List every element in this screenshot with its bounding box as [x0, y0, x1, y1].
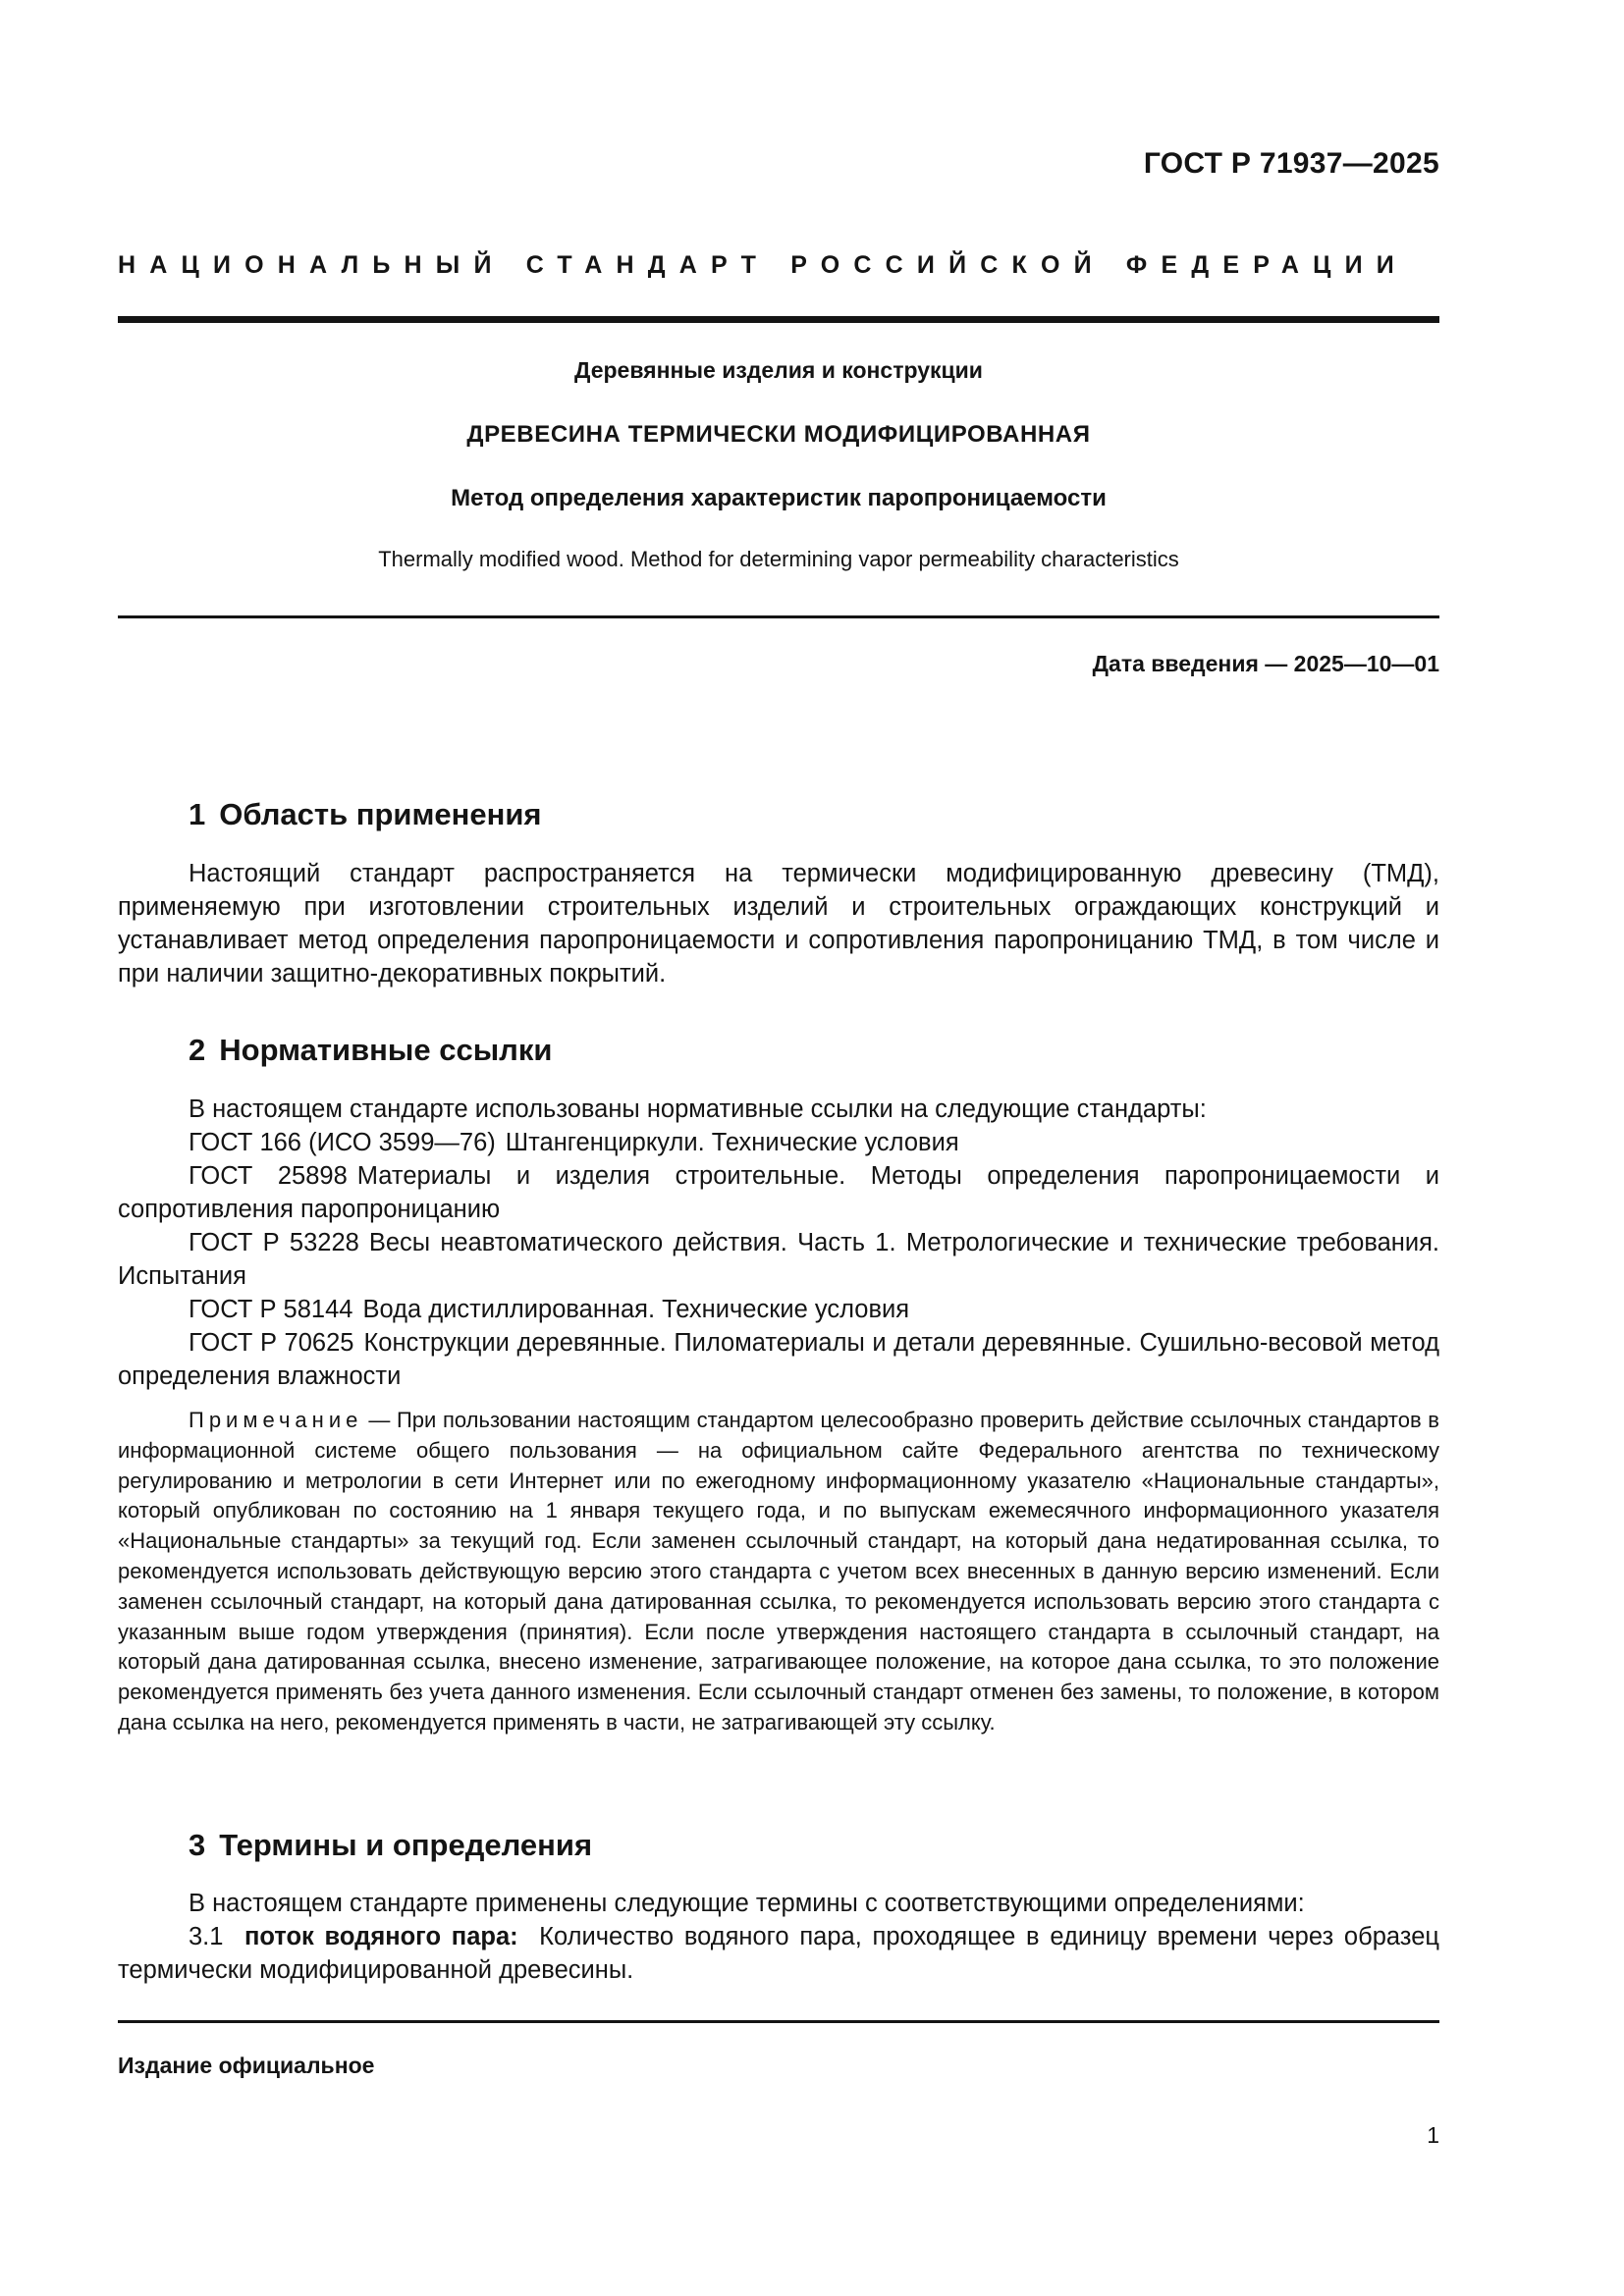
header-divider [118, 316, 1439, 323]
reference-note [118, 1406, 1439, 1738]
reference-title: Штангенциркули. Технические условия [505, 1129, 959, 1156]
paragraph: В настоящем стандарте применены следующие термины с соответствующими определениями: [189, 1890, 1305, 1917]
standard-group-title: Деревянные изделия и конструкции [574, 357, 983, 383]
term-number: 3.1 [189, 1923, 224, 1950]
section-2-heading [189, 1033, 552, 1068]
reference-item [118, 1326, 1439, 1393]
reference-code: ГОСТ Р 53228 [189, 1229, 359, 1256]
section-title: Нормативные ссылки [219, 1033, 553, 1067]
section-number: 2 [189, 1033, 206, 1067]
document-number: ГОСТ Р 71937—2025 [1143, 147, 1439, 180]
reference-item [118, 1293, 1439, 1326]
reference-title: Вода дистиллированная. Технические условия [362, 1296, 910, 1323]
official-edition-label: Издание официальное [118, 2053, 375, 2078]
title-divider [118, 615, 1439, 618]
standard-subtitle: Метод определения характеристик паропроницаемости [451, 485, 1107, 511]
section-1-heading [189, 797, 542, 832]
section-number: 1 [189, 797, 206, 831]
note-text: — При пользовании настоящим стандартом целесообразно проверить действие ссылочных стандартов в информационной системе общего пользования — на официальном сайте Федерального агентства по техническому регулированию и метрологии в сети Интернет или по ежегодному информационному указателю «Национальные стандарты», который опубликован по состоянию на 1 января текущего года, и по выпускам ежемесячного информационного указателя «Национальные стандарты» за текущий год. Если заменен ссылочный стандарт, на который дана недатированная ссылка, то рекомендуется использовать действующую версию этого стандарта с учетом всех внесенных в данную версию изменений. Если заменен ссылочный стандарт, на который дана датированная ссылка, то рекомендуется использовать версию этого стандарта с указанным выше годом утверждения (принятия). Если после утверждения настоящего стандарта в ссылочный стандарт, на который дана датированная ссылка, внесено изменение, затрагивающее положение, на которое дана ссылка, то это положение рекомендуется применять без учета данного изменения. Если ссылочный стандарт отменен без замены, то положение, в котором дана ссылка на него, рекомендуется применять в части, не затрагивающей эту ссылку. [118, 1408, 1439, 1735]
term-text: Количество водяного пара, проходящее в единицу времени через образец термически модифицированной древесины. [118, 1923, 1439, 1984]
reference-title: Материалы и изделия строительные. Методы определения паропроницаемости и сопротивления паропроницанию [118, 1162, 1439, 1223]
document-page [118, 0, 1439, 2296]
section-3-heading [189, 1828, 592, 1863]
reference-title: Весы неавтоматического действия. Часть 1. Метрологические и технические требования. Испытания [118, 1229, 1439, 1290]
reference-title: Конструкции деревянные. Пиломатериалы и детали деревянные. Сушильно-весовой метод определения влажности [118, 1329, 1439, 1390]
reference-code: ГОСТ 166 (ИСО 3599—76) [189, 1129, 496, 1156]
reference-item [118, 1159, 1439, 1226]
footer-divider [118, 2020, 1439, 2023]
standard-main-title: ДРЕВЕСИНА ТЕРМИЧЕСКИ МОДИФИЦИРОВАННАЯ [466, 421, 1091, 448]
term-definition [118, 1920, 1439, 1987]
reference-item [118, 1126, 1439, 1159]
section-number: 3 [189, 1828, 206, 1862]
reference-code: ГОСТ Р 58144 [189, 1296, 353, 1323]
section-1-body [118, 857, 1439, 990]
national-standard-banner: НАЦИОНАЛЬНЫЙ СТАНДАРТ РОССИЙСКОЙ ФЕДЕРАЦИИ [118, 251, 1408, 279]
paragraph: Настоящий стандарт распространяется на термически модифицированную древесину (ТМД), применяемую при изготовлении строительных изделий и строительных ограждающих конструкций и устанавливает метод определения паропроницаемости и сопротивления паропроницанию ТМД, в том числе и при наличии защитно-декоративных покрытий. [118, 860, 1439, 988]
reference-code: ГОСТ 25898 [189, 1162, 348, 1190]
paragraph: В настоящем стандарте использованы нормативные ссылки на следующие стандарты: [189, 1095, 1207, 1123]
reference-item [118, 1226, 1439, 1293]
reference-code: ГОСТ Р 70625 [189, 1329, 354, 1357]
introduction-date: Дата введения — 2025—10—01 [1092, 651, 1439, 676]
section-3-body [118, 1887, 1439, 1987]
standard-english-title: Thermally modified wood. Method for determining vapor permeability characteristics [378, 547, 1179, 571]
section-2-body [118, 1093, 1439, 1393]
page-number: 1 [1427, 2122, 1439, 2148]
term-name: поток водяного пара: [244, 1923, 518, 1950]
section-title: Область применения [219, 797, 542, 831]
note-label: Примечание [189, 1408, 363, 1432]
section-title: Термины и определения [219, 1828, 593, 1862]
